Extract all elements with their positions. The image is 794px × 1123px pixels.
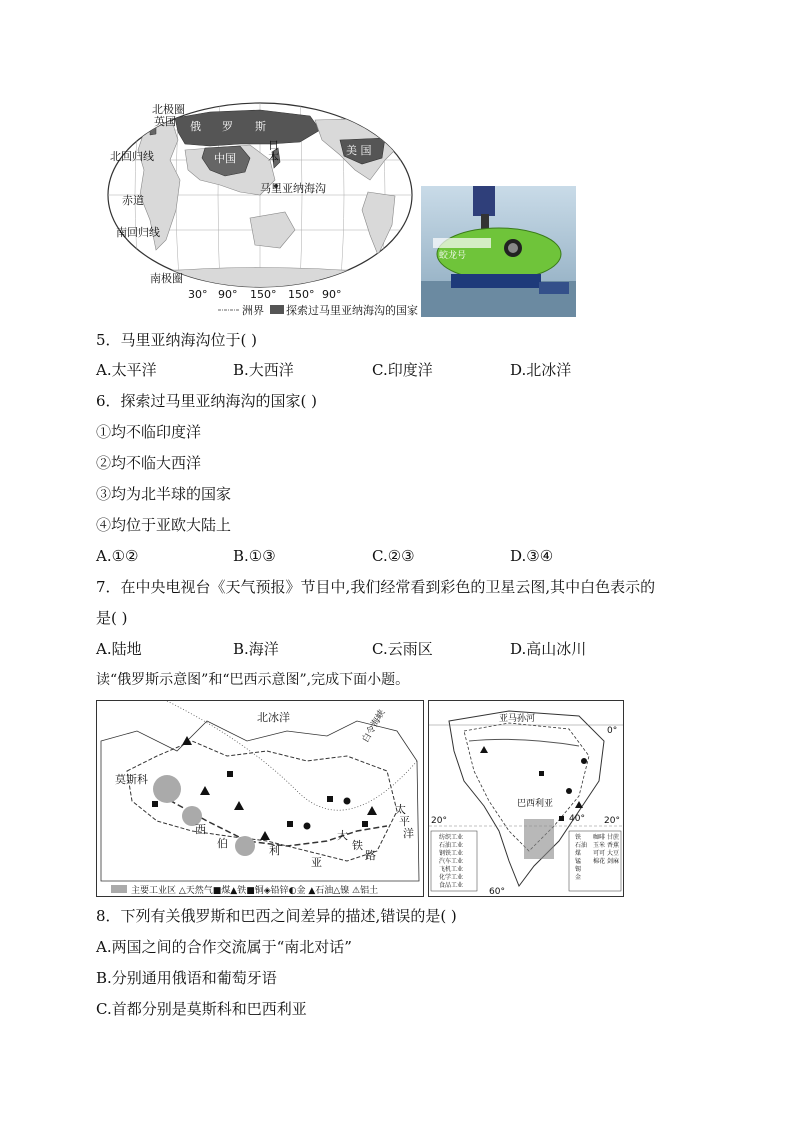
russia-label-2: 罗	[222, 120, 233, 133]
q7-stem-line2: 是( )	[96, 609, 128, 627]
deg-0-right: 0°	[607, 726, 618, 736]
q7-option-d[interactable]: D.高山冰川	[510, 640, 587, 658]
russia-legend: 主要工业区 △天然气■煤▲铁■铜◈铅锌◐金 ▲石油△镍 ⚠铝土	[131, 886, 379, 896]
railway-label-3: 路	[365, 849, 376, 862]
amazon-label: 亚马孙河	[499, 714, 536, 724]
q6-option-a[interactable]: A.①②	[96, 547, 139, 565]
arctic-ocean-label: 北冰洋	[257, 711, 290, 724]
equator-label: 赤道	[122, 194, 144, 207]
legend-industry-1: 纺织工业	[439, 834, 464, 841]
lon-150b: 150°	[288, 288, 315, 301]
legend-mineral-2: 石油	[575, 842, 588, 849]
q5-option-b[interactable]: B.大西洋	[233, 361, 294, 379]
q6-statement-1: ①均不临印度洋	[96, 423, 202, 441]
legend-crop-1: 咖啡	[593, 834, 606, 841]
q5-stem: 5．马里亚纳海沟位于( )	[96, 331, 258, 349]
legend-crop-2: 玉米	[593, 842, 606, 849]
deg-20-left: 20°	[431, 816, 447, 826]
russia-label-1: 俄	[190, 120, 201, 133]
japan-label-1: 日	[268, 139, 279, 152]
brazil-map-figure	[428, 700, 624, 897]
legend-mineral-5: 锡	[575, 866, 582, 873]
world-map-figure	[100, 100, 420, 320]
q6-option-b[interactable]: B.①③	[233, 547, 276, 565]
q8-option-c[interactable]: C.首都分别是莫斯科和巴西利亚	[96, 1000, 307, 1018]
industrial-legend-swatch	[111, 885, 127, 893]
submersible-photo	[421, 186, 576, 317]
railway-label-2: 铁	[352, 839, 363, 852]
lon-90: 90°	[218, 288, 238, 301]
lon-90b: 90°	[322, 288, 342, 301]
legend-industry-2: 石油工业	[439, 842, 464, 849]
q6-statement-3: ③均为北半球的国家	[96, 485, 232, 503]
legend-industry-6: 化学工业	[439, 874, 464, 881]
legend-mineral-1: 铁	[575, 834, 582, 841]
q6-option-d[interactable]: D.③④	[510, 547, 554, 565]
q8-option-b[interactable]: B.分别通用俄语和葡萄牙语	[96, 969, 277, 987]
uk-label: 英国	[154, 115, 176, 128]
strait-label: 白令海峡	[360, 708, 388, 745]
crane-frame	[473, 186, 495, 216]
china-label: 中国	[214, 152, 236, 165]
legend-industry-3: 钢铁工业	[439, 850, 464, 857]
lon-150a: 150°	[250, 288, 277, 301]
q5-option-c[interactable]: C.印度洋	[372, 361, 433, 379]
legend-industry-7: 食品工业	[439, 882, 464, 889]
q6-statement-4: ④均位于亚欧大陆上	[96, 516, 232, 534]
tropic-capricorn-label: 南回归线	[116, 226, 160, 239]
brasilia-label: 巴西利亚	[517, 799, 554, 809]
legend-crop-6: 香蕉	[607, 842, 620, 849]
russia-label-3: 斯	[255, 120, 266, 133]
legend-mineral-6: 金	[575, 874, 582, 881]
legend-industry-4: 汽车工业	[439, 858, 464, 865]
tropic-cancer-label: 北回归线	[110, 150, 154, 163]
q6-statement-2: ②均不临大西洋	[96, 454, 202, 472]
deg-60: 60°	[489, 887, 505, 896]
q8-option-a[interactable]: A.两国之间的合作交流属于“南北对话”	[96, 938, 352, 956]
north-polar-label: 北极圈	[152, 103, 185, 116]
industrial-area	[153, 775, 181, 803]
pacific-label-2: 平	[399, 815, 410, 828]
reading-intro: 读“俄罗斯示意图”和“巴西示意图”,完成下面小题。	[96, 672, 410, 688]
explored-legend-label: 探索过马里亚纳海沟的国家	[286, 304, 418, 317]
q7-option-c[interactable]: C.云雨区	[372, 640, 433, 658]
legend-mineral-4: 锰	[575, 858, 582, 865]
bo-label: 伯	[217, 837, 228, 850]
industry-zone	[524, 819, 554, 859]
industrial-area	[235, 836, 255, 856]
pacific-label-3: 洋	[403, 827, 414, 840]
russia-map-figure	[96, 700, 424, 897]
legend-industry-5: 飞机工业	[439, 866, 464, 873]
legend-crop-8: 剑麻	[607, 858, 620, 865]
li-label: 利	[269, 844, 280, 857]
q5-option-d[interactable]: D.北冰洋	[510, 361, 572, 379]
q6-option-c[interactable]: C.②③	[372, 547, 415, 565]
trench-label: 马里亚纳海沟	[260, 182, 326, 195]
japan-label-2: 本	[268, 151, 279, 164]
ya-label: 亚	[311, 856, 322, 869]
railway-label-1: 大	[337, 829, 348, 842]
usa-label: 美 国	[346, 144, 372, 157]
hull-text: 蛟龙号	[439, 251, 467, 261]
legend-crop-5: 甘蔗	[607, 834, 620, 841]
legend-crop-7: 大豆	[607, 850, 620, 857]
lon-30: 30°	[188, 288, 208, 301]
q7-option-a[interactable]: A.陆地	[96, 640, 142, 658]
legend-mineral-3: 煤	[575, 850, 582, 857]
moscow-label: 莫斯科	[115, 773, 148, 786]
legend-crop-4: 棉花	[593, 858, 606, 865]
pacific-label-1: 太	[395, 803, 406, 816]
q8-stem: 8．下列有关俄罗斯和巴西之间差异的描述,错误的是( )	[96, 907, 457, 925]
deg-20-right: 20°	[604, 816, 620, 826]
south-polar-label: 南极圈	[150, 272, 183, 285]
q7-option-b[interactable]: B.海洋	[233, 640, 279, 658]
deg-40: 40°	[569, 814, 585, 824]
legend-crop-3: 可可	[593, 850, 606, 857]
xi-label: 西	[195, 823, 206, 836]
q6-stem: 6．探索过马里亚纳海沟的国家( )	[96, 392, 318, 410]
explored-legend-swatch	[270, 305, 284, 314]
q5-option-a[interactable]: A.太平洋	[96, 361, 157, 379]
boundary-legend-label: 洲界	[242, 304, 264, 317]
q7-stem-line1: 7．在中央电视台《天气预报》节目中,我们经常看到彩色的卫星云图,其中白色表示的	[96, 578, 656, 596]
